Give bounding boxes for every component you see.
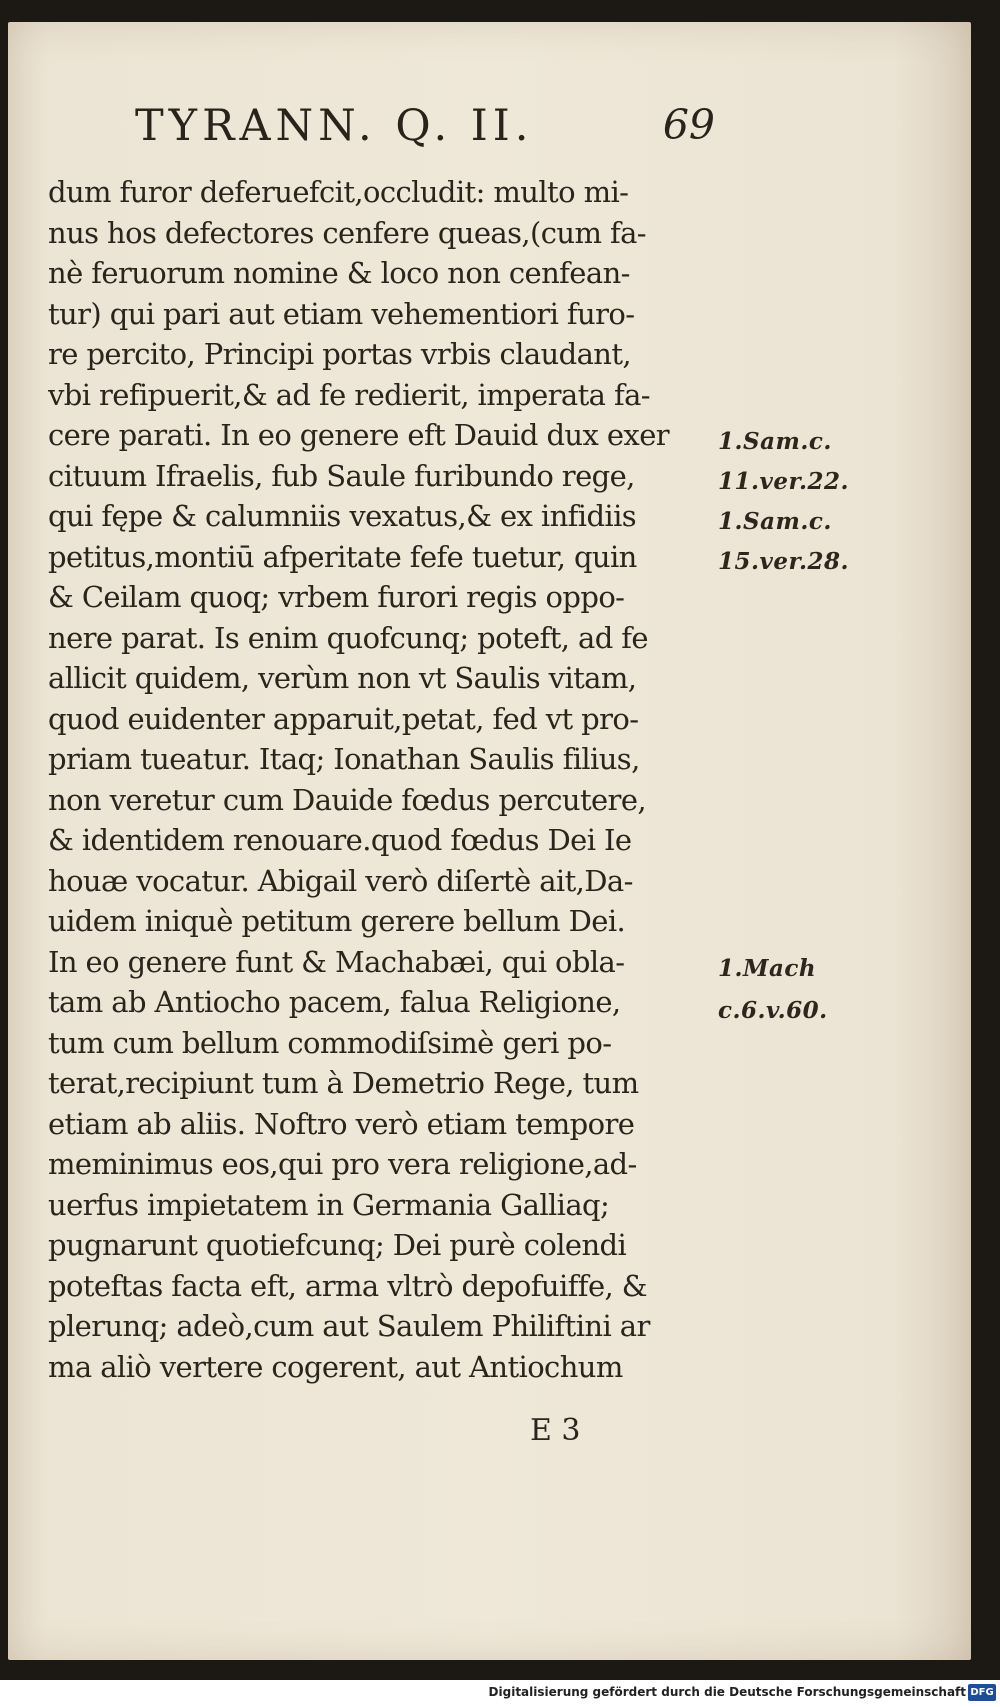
- margin-note: 1.Mach: [718, 955, 817, 982]
- running-head: [125, 95, 715, 157]
- text-line: cituum Ifraelis, fub Saule furibundo rege,: [48, 458, 635, 493]
- text-line: non veretur cum Dauide fœdus percutere,: [48, 782, 647, 817]
- text-line: cere parati. In eo genere eft Dauid dux exer: [48, 418, 670, 452]
- page-number: 69: [662, 101, 715, 149]
- dfg-logo: DFG: [968, 1684, 996, 1701]
- text-line: allicit quidem, verùm non vt Saulis vitam,: [48, 661, 637, 695]
- text-line: pugnarunt quotiefcunq; Dei purè colendi: [48, 1228, 627, 1262]
- body-text: [48, 172, 708, 1387]
- text-line: houæ vocatur. Abigail verò diſertè ait,Da-: [48, 863, 633, 898]
- text-line: poteftas facta eft, arma vltrò depofuiffe, &: [48, 1268, 647, 1303]
- text-line: terat,recipiunt tum à Demetrio Rege, tum: [48, 1066, 639, 1100]
- text-line: tum cum bellum commodiſsimè geri po-: [48, 1025, 612, 1060]
- text-line: nus hos defectores cenfere queas,(cum fa-: [48, 215, 646, 250]
- text-line: & identidem renouare.quod fœdus Dei Ie: [48, 823, 632, 857]
- text-line: nè feruorum nomine & loco non cenfean-: [48, 256, 630, 290]
- margin-note: 1.Sam.c.: [718, 428, 832, 455]
- text-line: nere parat. Is enim quofcunq; poteft, ad fe: [48, 620, 648, 655]
- margin-note: 15.ver.28.: [718, 548, 850, 575]
- running-head-title: TYRANN. Q. II.: [135, 101, 534, 151]
- footer-bar: [0, 1680, 1000, 1707]
- text-line: uerfus impietatem in Germania Galliaq;: [48, 1187, 610, 1222]
- margin-note: 11.ver.22.: [718, 468, 850, 495]
- text-line: In eo genere funt & Machabæi, qui obla-: [48, 944, 625, 979]
- text-line: & Ceilam quoq; vrbem furori regis oppo-: [48, 580, 625, 614]
- text-line: petitus,montiū afperitate fefe tuetur, quin: [48, 539, 637, 574]
- text-line: re percito, Principi portas vrbis claudant,: [48, 337, 632, 371]
- text-line: meminimus eos,qui pro vera religione,ad-: [48, 1147, 637, 1181]
- text-line: quod euidenter apparuit,petat, fed vt pro-: [48, 701, 639, 736]
- signature-mark: E 3: [530, 1413, 581, 1448]
- text-line: uidem iniquè petitum gerere bellum Dei.: [48, 904, 626, 938]
- text-line: ma aliò vertere cogerent, aut Antiochum: [48, 1349, 623, 1384]
- text-line: dum furor deferuefcit,occludit: multo mi-: [48, 175, 629, 209]
- text-line: tur) qui pari aut etiam vehementiori furo-: [48, 296, 635, 331]
- text-line: vbi refipuerit,& ad fe redierit, imperata fa-: [48, 377, 650, 412]
- text-line: tam ab Antiocho pacem, falua Religione,: [48, 985, 621, 1019]
- margin-note: 1.Sam.c.: [718, 508, 832, 535]
- funding-credit: Digitalisierung gefördert durch die Deutsche Forschungsgemeinschaft: [488, 1685, 966, 1699]
- margin-note: c.6.v.60.: [718, 997, 828, 1024]
- text-line: qui fępe & calumniis vexatus,& ex infidiis: [48, 499, 637, 533]
- text-line: etiam ab aliis. Noftro verò etiam tempore: [48, 1106, 635, 1141]
- text-line: priam tueatur. Itaq; Ionathan Saulis filius,: [48, 742, 640, 776]
- text-line: plerunq; adeò,cum aut Saulem Philiftini ar: [48, 1309, 650, 1343]
